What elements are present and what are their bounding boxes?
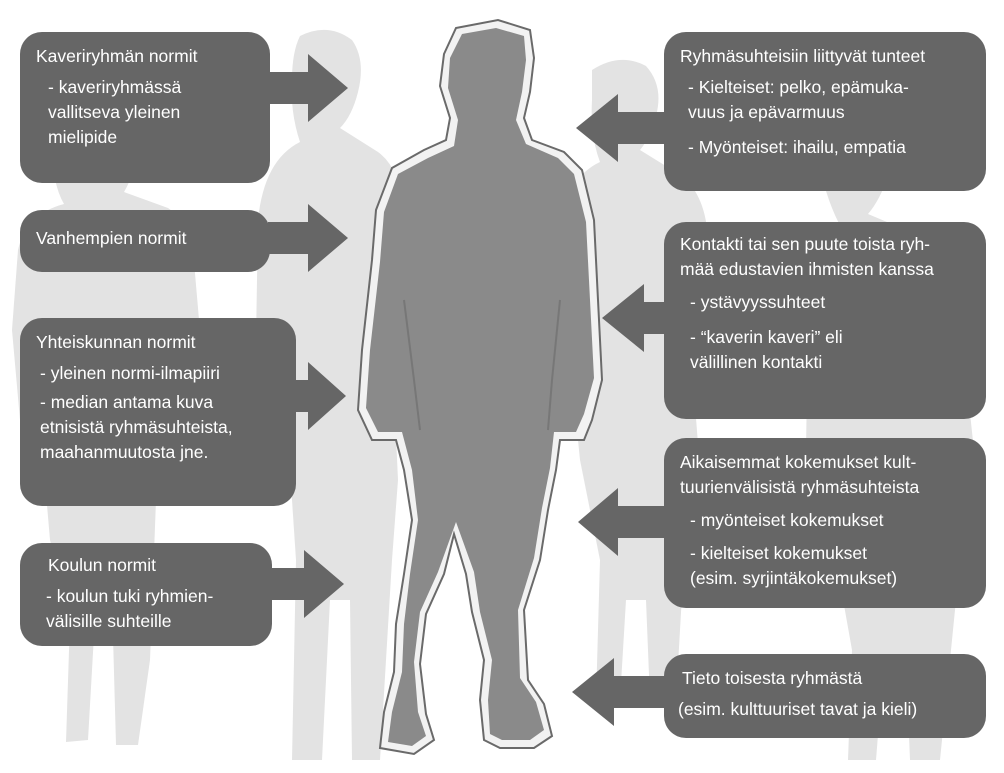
box-contact-item-2: - “kaverin kaveri” eli välillinen kontakti	[690, 327, 843, 372]
box-school-norms-title: Koulun normit	[48, 555, 156, 575]
box-experiences-item-1: - myönteiset kokemukset	[690, 510, 884, 530]
box-society-norms-title: Yhteiskunnan normit	[36, 332, 196, 352]
box-emotions-item-2: - Myönteiset: ihailu, empatia	[688, 137, 906, 157]
box-society-norms	[20, 318, 296, 506]
box-parent-norms	[20, 210, 270, 272]
box-contact	[664, 222, 986, 419]
box-school-norms	[20, 543, 272, 646]
box-parent-norms-title: Vanhempien normit	[36, 228, 187, 248]
box-knowledge-item-1: (esim. kulttuuriset tavat ja kieli)	[678, 699, 918, 719]
box-society-norms-item-2: - median antama kuva etnisistä ryhmäsuhteista, maahanmuutosta jne.	[40, 392, 233, 462]
box-contact-item-1: - ystävyyssuhteet	[690, 292, 826, 312]
box-school-norms-item-1: - koulun tuki ryhmien- välisille suhteille	[46, 586, 214, 631]
box-contact-title: Kontakti tai sen puute toista ryh- mää edustavien ihmisten kanssa	[680, 234, 934, 279]
box-emotions-title: Ryhmäsuhteisiin liittyvät tunteet	[680, 46, 926, 66]
box-peer-norms-item-1: - kaveriryhmässä vallitseva yleinen mielipide	[48, 77, 182, 147]
box-peer-norms	[20, 32, 270, 183]
box-knowledge	[664, 654, 986, 738]
box-experiences-title: Aikaisemmat kokemukset kult- tuurienvälisistä ryhmäsuhteista	[680, 452, 920, 497]
box-society-norms-item-1: - yleinen normi-ilmapiiri	[40, 363, 220, 383]
box-peer-norms-title: Kaveriryhmän normit	[36, 46, 198, 66]
box-experiences-item-2: - kielteiset kokemukset (esim. syrjintäkokemukset)	[690, 543, 898, 588]
box-emotions	[664, 32, 986, 191]
box-emotions-item-1: - Kielteiset: pelko, epämuka- vuus ja epävarmuus	[688, 77, 909, 122]
box-experiences	[664, 438, 986, 608]
box-knowledge-title: Tieto toisesta ryhmästä	[682, 668, 863, 688]
